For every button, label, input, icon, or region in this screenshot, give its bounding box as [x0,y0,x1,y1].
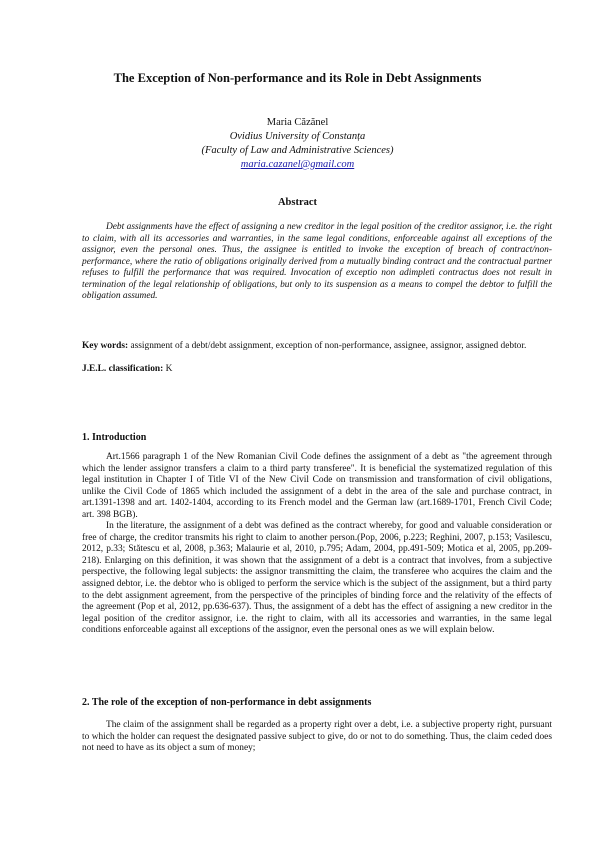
author-name: Maria Căzănel [266,117,329,128]
paragraph: The claim of the assignment shall be regarded as a property right over a debt, i.e. a subjective property right, pursuant to which the holder can request the designated passive subject to give, do or not to do something. Thus, the claim ceded does not need to have as its object a sum of money; [82,720,552,754]
author-email-link[interactable]: maria.cazanel@gmail.com [240,159,355,170]
keywords-label: Key words: [82,341,129,351]
author-university: Ovidius University of Constanța [229,131,366,142]
section-heading-role-of-exception: 2. The role of the exception of non-performance in debt assignments [82,697,372,708]
jel-classification [82,364,552,375]
abstract-heading: Abstract [277,197,318,208]
author-faculty: (Faculty of Law and Administrative Sciences) [201,145,394,156]
keywords-text: assignment of a debt/debt assignment, exception of non-performance, assignee, assignor, assigned debtor. [130,341,527,351]
paragraph: In the literature, the assignment of a debt was defined as the contract whereby, for good and valuable consideration or free of charge, the creditor transmits his right to claim to another person.(Pop, 2006, p.223; Reghini, 2007, p.153; Vasilescu, 2012, p.33; Stătescu et al, 2008, p.363; Malaurie et al, 2010, p.795; Adam, 2004, pp.491-509; Motica et al, 2005, pp.209-218). Enlarging on this definition, it was shown that the assignment of a debt is a contract that involves, from a subjective perspective, the following legal subjects: the assignor transmitting the claim, the transferee who acquires the claim and the assigned debtor, i.e. the debtor who is obliged to perform the service which is the subject of the assignment, but a third party to the debt assignment agreement, from the perspective of the principles of binding force and the relativity of the effects of the agreement (Pop et al, 2012, pp.636-637). Thus, the assignment of a debt has the effect of assigning a new creditor in the legal position of the creditor assignor, i.e. the right to claim, with all its accessories and warranties, in the same legal conditions enforceable against all exceptions of the assignor, even the personal ones as we will explain below. [82,521,552,636]
paper-title: The Exception of Non-performance and its Role in Debt Assignments [113,71,482,85]
keywords [82,341,552,353]
jel-label: J.E.L. classification: [82,364,164,374]
abstract-text: Debt assignments have the effect of assigning a new creditor in the legal position of the creditor assignor, i.e. the right to claim, with all its accessories and warranties, in the same legal conditions, enforceable against all exceptions of the assignor, even the personal ones. Thus, the assignee is entitled to invoke the exception of breach of contract/non-performance, where the ratio of obligations originally derived from a mutually binding contract and the contractual partner refuses to fulfill the performance that was required. Invocation of exceptio non adimpleti contractus does not result in termination of the legal relationship of obligations, but only to its suspension as a means to compel the debtor to fulfill the obligation assumed. [82,222,552,301]
section-heading-introduction: 1. Introduction [82,432,147,443]
author-block [60,116,535,172]
jel-code: K [165,364,173,374]
paragraph: Art.1566 paragraph 1 of the New Romanian Civil Code defines the assignment of a debt as "the agreement through which the lender assignor transfers a claim to a third party transferee". It is beneficial the systematized regulation of this legal institution in Chapter I of Title VI of the New Civil Code on transmission and transformation of civil obligations, unlike the Civil Code of 1865 which included the assignment of a debt in the area of the sale and purchase contract, in art.1391-1398 and art. 1402-1404, according to its French model and the German law (art.1689-1701, French Civil Code; art. 398 BGB). [82,452,552,520]
section-body-introduction [82,452,552,637]
section-body-role-of-exception [82,720,552,755]
